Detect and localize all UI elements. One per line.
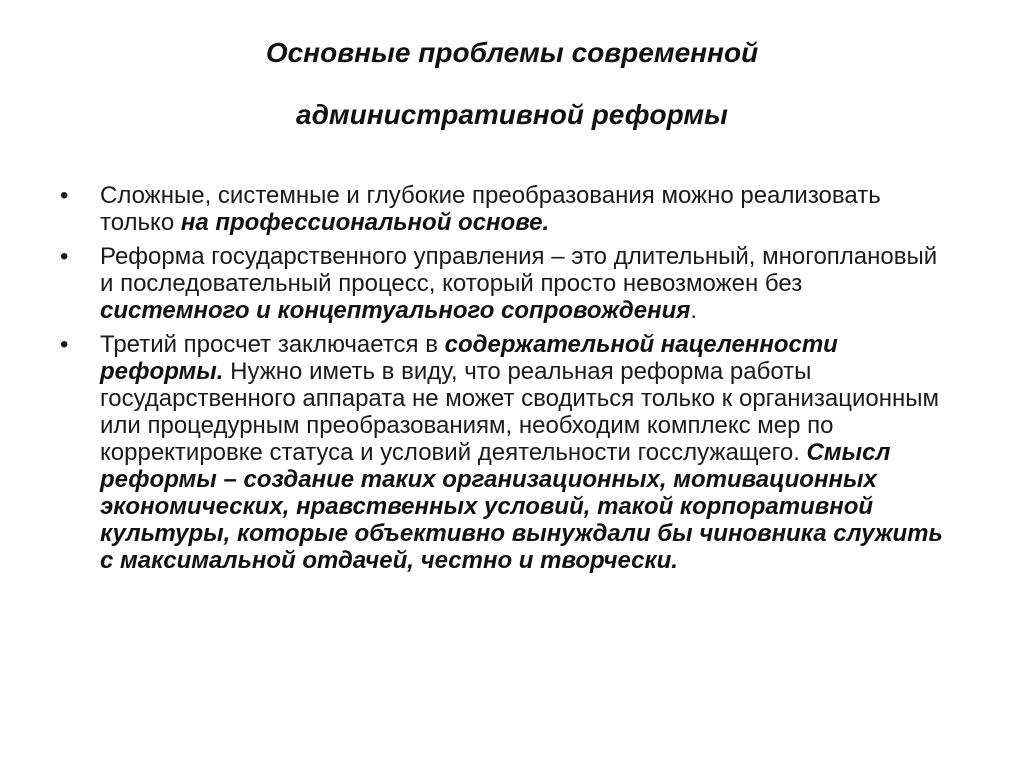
bullet-item-1 xyxy=(60,182,950,236)
bullet-1-text-a: Сложные, системные и глубокие преобразования можно реализовать только xyxy=(100,182,881,236)
bullet-1-emphasis: на профессиональной основе. xyxy=(180,209,550,236)
bullet-2-emphasis: системного и концептуального сопровождения xyxy=(100,297,691,324)
bullet-2-text-b: . xyxy=(690,297,698,324)
title-line-1: Основные проблемы современной xyxy=(265,37,759,68)
bullet-item-3 xyxy=(60,331,950,574)
bullet-dot-icon: • xyxy=(60,182,69,209)
bullet-3-emphasis-b: Смысл реформы – создание таких организационных, мотивационных экономических, нравственных условий, такой корпоративной культуры, которые объективно вынуждали бы чиновника служить с максимальной отдачей, честно и творчески. xyxy=(100,439,943,574)
bullet-dot-icon: • xyxy=(60,243,69,270)
bullet-3-emphasis-a: содержательной нацеленности реформы. xyxy=(100,331,838,385)
bullet-item-2 xyxy=(60,243,950,324)
bullet-dot-icon: • xyxy=(60,331,69,358)
bullet-list xyxy=(60,182,950,581)
slide-title xyxy=(0,22,1024,146)
bullet-3-text-a: Третий просчет заключается в xyxy=(100,331,445,358)
bullet-3-text-b: Нужно иметь в виду, что реальная реформа работы государственного аппарата не может сводиться только к организационным или процедурным преобразованиям, необходим комплекс мер по корректировке статуса и условий деятельности госслужащего. xyxy=(100,358,940,466)
bullet-2-text-a: Реформа государственного управления – это длительный, многоплановый и последовательный процесс, который просто невозможен без xyxy=(100,243,938,297)
title-line-2: административной реформы xyxy=(296,99,728,130)
